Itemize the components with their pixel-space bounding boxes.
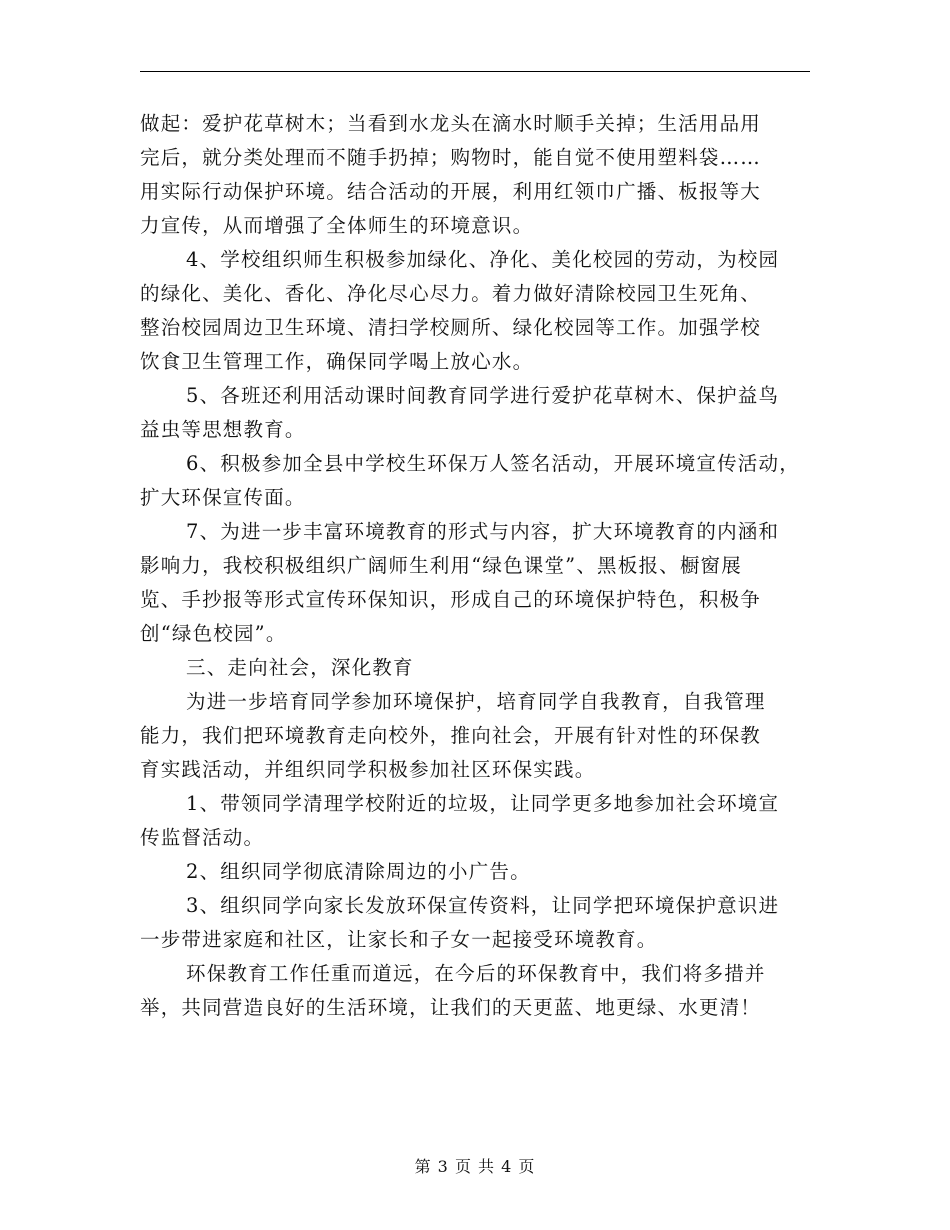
header-divider xyxy=(140,71,810,72)
text-line: 完后，就分类处理而不随手扔掉；购物时，能自觉不使用塑料袋…… xyxy=(140,146,762,169)
text-line: 影响力，我校积极组织广阔师生利用“绿色课堂”、黑板报、橱窗展 xyxy=(140,554,742,577)
page-footer: 第 3 页 共 4 页 xyxy=(414,1157,536,1176)
text-line: 三、走向社会，深化教育 xyxy=(186,656,414,679)
text-line: 环保教育工作任重而道远，在今后的环保教育中，我们将多措并 xyxy=(186,962,766,985)
text-line: 创“绿色校园”。 xyxy=(140,622,287,645)
text-line: 用实际行动保护环境。结合活动的开展，利用红领巾广播、板报等大 xyxy=(140,180,762,203)
text-line: 扩大环保宣传面。 xyxy=(140,486,306,509)
text-line: 2、组织同学彻底清除周边的小广告。 xyxy=(186,860,531,883)
text-line: 3、组织同学向家长发放环保宣传资料，让同学把环境保护意识进 xyxy=(186,894,780,917)
text-line: 4、学校组织师生积极参加绿化、净化、美化校园的劳动，为校园 xyxy=(186,248,780,271)
text-line: 力宣传，从而增强了全体师生的环境意识。 xyxy=(140,214,534,237)
text-line: 为进一步培育同学参加环境保护，培育同学自我教育，自我管理 xyxy=(186,690,766,713)
text-line: 览、手抄报等形式宣传环保知识，形成自己的环境保护特色，积极争 xyxy=(140,588,762,611)
text-line: 育实践活动，并组织同学积极参加社区环保实践。 xyxy=(140,758,596,781)
text-line: 6、积极参加全县中学校生环保万人签名活动，开展环境宣传活动， xyxy=(186,452,800,475)
text-line: 传监督活动。 xyxy=(140,826,265,849)
text-line: 1、带领同学清理学校附近的垃圾，让同学更多地参加社会环境宣 xyxy=(186,792,780,815)
text-line: 益虫等思想教育。 xyxy=(140,418,306,441)
text-line: 5、各班还利用活动课时间教育同学进行爱护花草树木、保护益鸟 xyxy=(186,384,780,407)
document-body xyxy=(140,107,820,1025)
text-line: 7、为进一步丰富环境教育的形式与内容，扩大环境教育的内涵和 xyxy=(186,520,780,543)
text-line: 饮食卫生管理工作，确保同学喝上放心水。 xyxy=(140,350,534,373)
text-line: 举，共同营造良好的生活环境，让我们的天更蓝、地更绿、水更清！ xyxy=(140,996,762,1019)
text-line: 做起：爱护花草树木；当看到水龙头在滴水时顺手关掉；生活用品用 xyxy=(140,112,762,135)
text-line: 能力，我们把环境教育走向校外，推向社会，开展有针对性的环保教 xyxy=(140,724,762,747)
text-line: 的绿化、美化、香化、净化尽心尽力。着力做好清除校园卫生死角、 xyxy=(140,282,762,305)
text-line: 一步带进家庭和社区，让家长和子女一起接受环境教育。 xyxy=(140,928,658,951)
text-line: 整治校园周边卫生环境、清扫学校厕所、绿化校园等工作。加强学校 xyxy=(140,316,762,339)
